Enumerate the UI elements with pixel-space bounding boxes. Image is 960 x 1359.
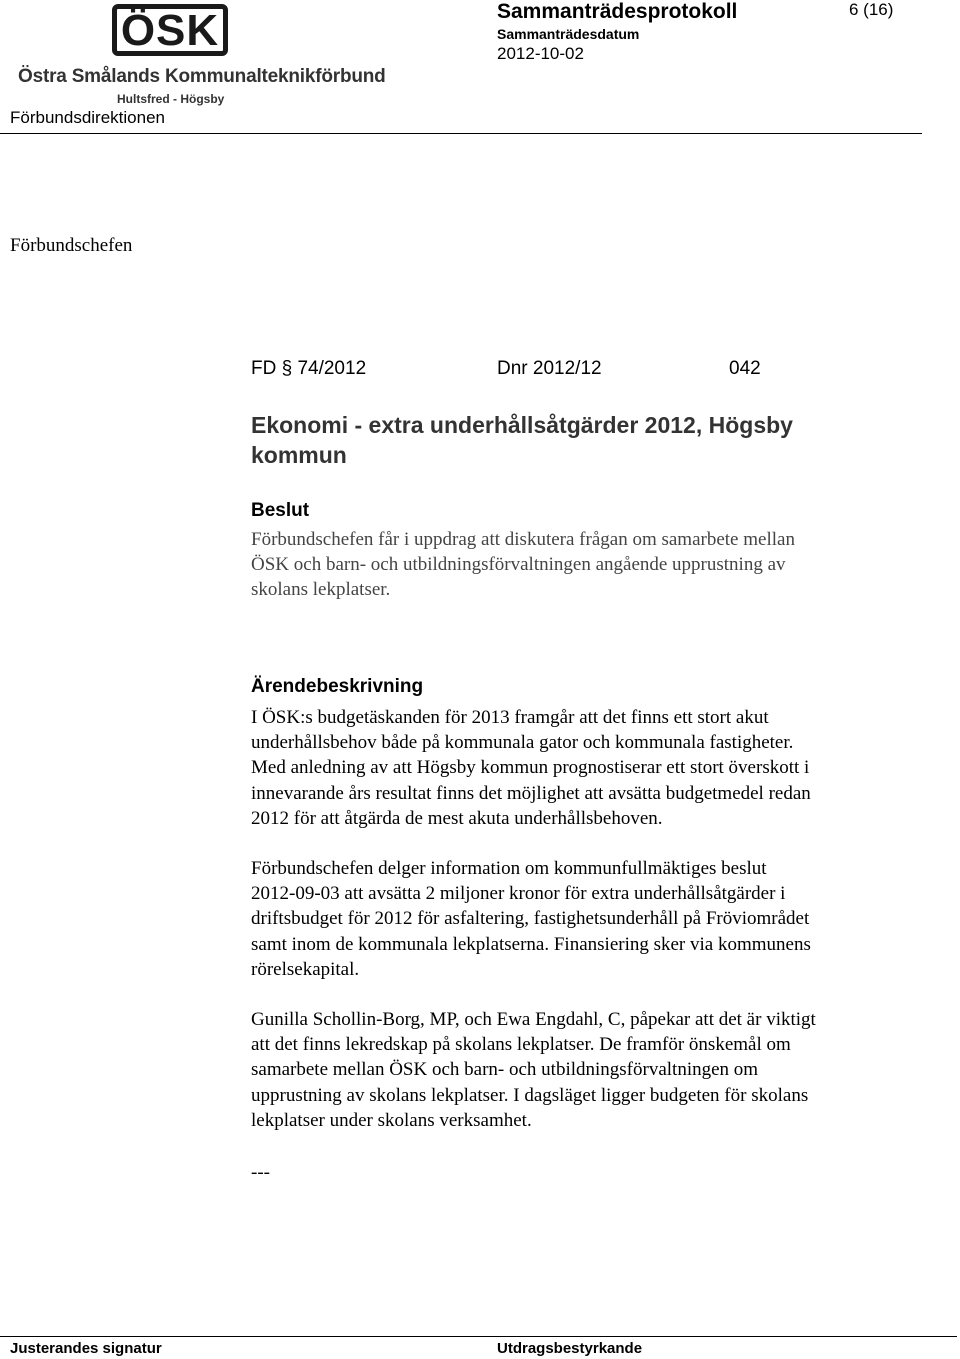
text-line: Förbundschefen delger information om kommunfullmäktiges beslut (251, 858, 767, 879)
text-line: att det finns lekredskap på skolans lekplatser. De framför önskemål om (251, 1034, 791, 1056)
date-label: Sammanträdesdatum (497, 26, 640, 42)
text-line: samt inom de kommunala lekplatserna. Finansiering sker via kommunens (251, 933, 811, 955)
logo-text: ÖSK (120, 6, 220, 55)
text-line: samarbete mellan ÖSK och barn- och utbildningsförvaltningen om (251, 1059, 759, 1081)
text-line: innevarande års resultat finns det möjlighet att avsätta budgetmedel redan (251, 782, 811, 804)
footer-divider (0, 1336, 957, 1337)
text-line: rörelsekapital. (251, 958, 360, 980)
text-line: skolans lekplatser. (251, 579, 391, 601)
text-line: upprustning av skolans lekplatser. I dagsläget ligger budgeten för skolans (251, 1084, 809, 1106)
case-title (251, 410, 891, 470)
text-line: Gunilla Schollin-Borg, MP, och Ewa Engdahl, C, påpekar att det är viktigt (251, 1009, 816, 1030)
paragraph-reference: FD § 74/2012 (251, 358, 367, 379)
description-heading: Ärendebeskrivning (251, 676, 424, 697)
dnr-reference: Dnr 2012/12 (497, 358, 602, 379)
text-line: driftsbudget för 2012 för asfaltering, fastighetsunderhåll på Fröviområdet (251, 908, 810, 930)
header-divider (0, 133, 922, 134)
organization-subtitle: Hultsfred - Högsby (117, 92, 225, 106)
description-paragraph-3 (251, 1007, 911, 1133)
organization-name: Östra Smålands Kommunalteknikförbund (18, 66, 386, 87)
board-name: Förbundsdirektionen (10, 108, 165, 127)
decision-text (251, 527, 911, 603)
description-paragraph-2 (251, 856, 911, 982)
archive-code: 042 (729, 358, 761, 379)
recipient: Förbundschefen (10, 235, 133, 256)
logo (112, 4, 228, 56)
page-number: 6 (16) (849, 0, 894, 19)
document-title: Sammanträdesprotokoll (497, 0, 738, 23)
case-title-line: Ekonomi - extra underhållsåtgärder 2012, Högsby (251, 412, 793, 438)
case-title-line: kommun (251, 442, 347, 468)
text-line: I ÖSK:s budgetäskanden för 2013 framgår att det finns ett stort akut (251, 707, 769, 728)
description-paragraph-1 (251, 705, 911, 831)
text-line: Förbundschefen får i uppdrag att diskutera frågan om samarbete mellan (251, 529, 795, 550)
decision-heading: Beslut (251, 500, 310, 521)
text-line: lekplatser under skolans verksamhet. (251, 1109, 532, 1131)
text-line: underhållsbehov både på kommunala gator och kommunala fastigheter. (251, 732, 794, 754)
section-separator: --- (251, 1162, 270, 1183)
text-line: Med anledning av att Högsby kommun prognostiserar ett stort överskott i (251, 757, 810, 779)
text-line: 2012-09-03 att avsätta 2 miljoner kronor för extra underhållsåtgärder i (251, 883, 786, 905)
extract-certification-label: Utdragsbestyrkande (497, 1340, 643, 1357)
meeting-date: 2012-10-02 (497, 44, 584, 63)
signature-label: Justerandes signatur (10, 1340, 162, 1357)
text-line: ÖSK och barn- och utbildningsförvaltningen angående upprustning av (251, 554, 786, 576)
text-line: 2012 för att åtgärda de mest akuta underhållsbehoven. (251, 807, 663, 829)
